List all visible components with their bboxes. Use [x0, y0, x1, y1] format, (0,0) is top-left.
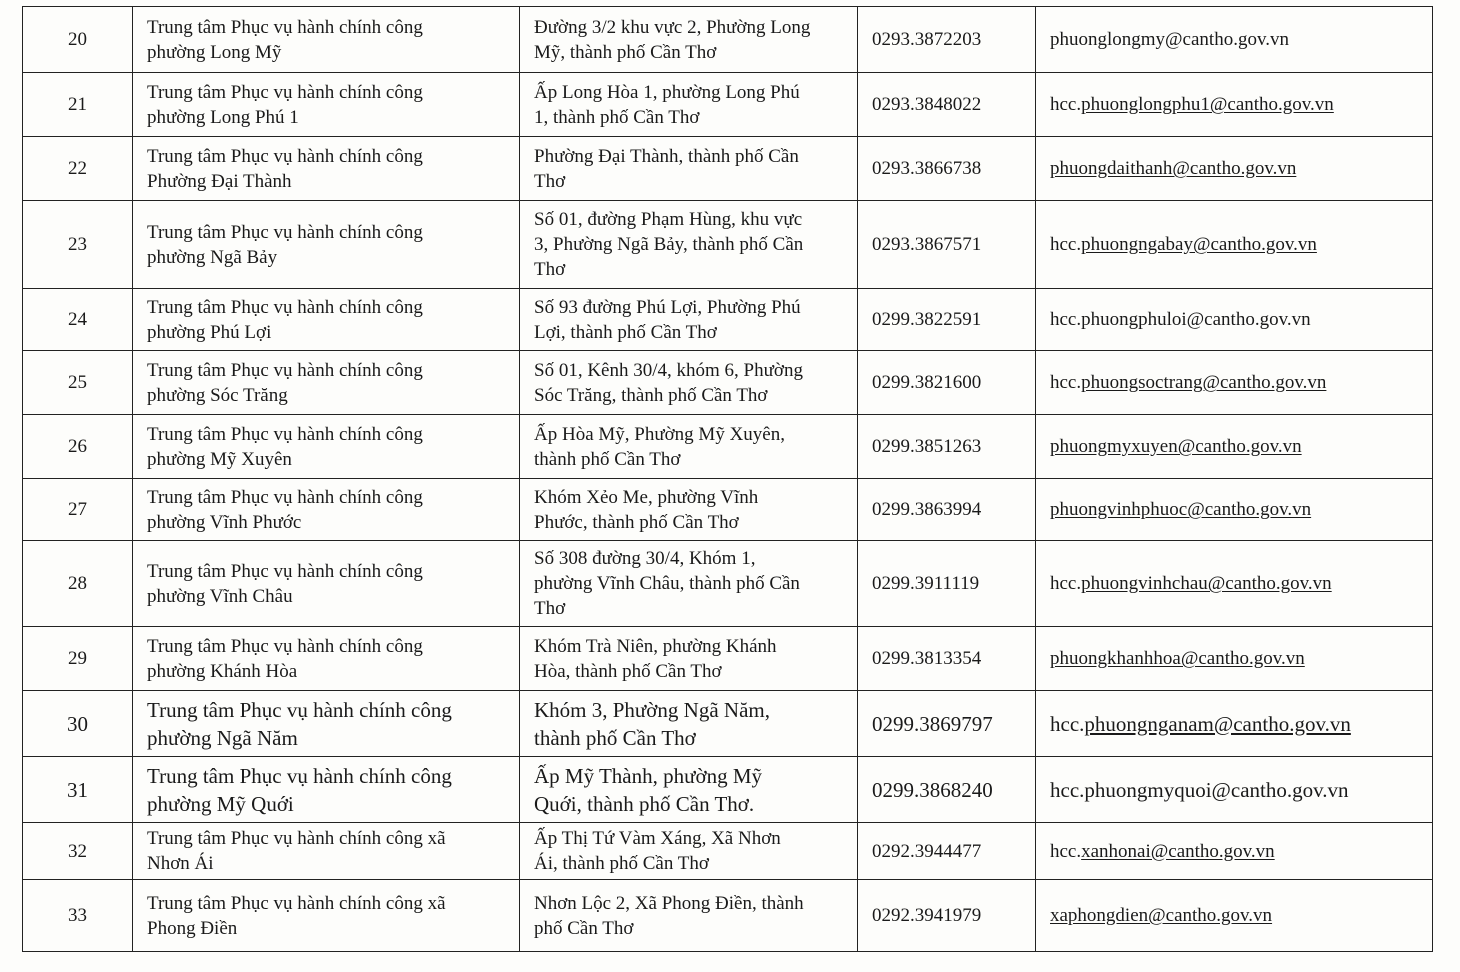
email-cell	[1036, 7, 1433, 73]
center-name-line: phường Phú Lợi	[147, 321, 272, 343]
center-name-cell	[133, 823, 520, 880]
address-line: Phước, thành phố Cần Thơ	[534, 511, 739, 533]
phone-number: 0293.3866738	[858, 137, 1036, 201]
center-name-cell	[133, 627, 520, 691]
address-line: Thơ	[534, 598, 566, 619]
address-line: Ấp Long Hòa 1, phường Long Phú	[534, 81, 800, 103]
center-name-line: phường Sóc Trăng	[147, 384, 288, 406]
email-link[interactable]: phuongkhanhhoa@cantho.gov.vn	[1050, 648, 1305, 669]
center-name-line: phường Ngã Bảy	[147, 246, 278, 268]
center-name-line: Phong Điền	[147, 917, 238, 939]
table-row	[23, 289, 1433, 351]
address-line: Nhơn Lộc 2, Xã Phong Điền, thành	[534, 892, 804, 914]
table-row	[23, 201, 1433, 289]
phone-number: 0299.3911119	[858, 541, 1036, 627]
email-cell	[1036, 823, 1433, 880]
center-name-cell	[133, 415, 520, 479]
address-line: Số 01, Kênh 30/4, khóm 6, Phường	[534, 359, 803, 381]
table-row	[23, 823, 1433, 880]
email-cell	[1036, 137, 1433, 201]
email-cell	[1036, 757, 1433, 823]
center-name-line: Trung tâm Phục vụ hành chính công	[147, 635, 423, 657]
row-number: 30	[23, 691, 133, 757]
address-cell	[520, 757, 858, 823]
phone-number: 0299.3868240	[858, 757, 1036, 823]
email-prefix: hcc.	[1050, 573, 1082, 594]
row-number: 28	[23, 541, 133, 627]
row-number: 20	[23, 7, 133, 73]
address-line: Sóc Trăng, thành phố Cần Thơ	[534, 384, 768, 406]
center-name-line: Nhơn Ái	[147, 853, 214, 874]
email-cell	[1036, 691, 1433, 757]
email-link[interactable]: phuongsoctrang@cantho.gov.vn	[1081, 372, 1327, 393]
center-name-cell	[133, 541, 520, 627]
center-name-line: Trung tâm Phục vụ hành chính công	[147, 81, 423, 103]
address-cell	[520, 7, 858, 73]
center-name-line: Trung tâm Phục vụ hành chính công	[147, 697, 452, 722]
email-prefix: hcc.	[1050, 94, 1082, 115]
address-cell	[520, 823, 858, 880]
address-cell	[520, 137, 858, 201]
phone-number: 0292.3944477	[858, 823, 1036, 880]
address-line: Số 93 đường Phú Lợi, Phường Phú	[534, 296, 801, 318]
email-cell	[1036, 627, 1433, 691]
email-link[interactable]: xanhonai@cantho.gov.vn	[1081, 840, 1275, 862]
row-number: 23	[23, 201, 133, 289]
center-name-line: phường Khánh Hòa	[147, 660, 298, 682]
row-number: 22	[23, 137, 133, 201]
address-line: Số 308 đường 30/4, Khóm 1,	[534, 548, 756, 569]
center-name-line: phường Vĩnh Phước	[147, 511, 302, 533]
center-name-line: Trung tâm Phục vụ hành chính công	[147, 221, 423, 243]
email-prefix: hcc.	[1050, 372, 1082, 393]
address-line: Khóm Trà Niên, phường Khánh	[534, 635, 777, 657]
address-line: 1, thành phố Cần Thơ	[534, 106, 700, 128]
service-center-table	[22, 6, 1433, 952]
center-name-line: Trung tâm Phục vụ hành chính công	[147, 423, 423, 445]
center-name-cell	[133, 73, 520, 137]
address-line: thành phố Cần Thơ	[534, 725, 696, 750]
center-name-cell	[133, 201, 520, 289]
address-line: Khóm Xẻo Me, phường Vĩnh	[534, 486, 759, 508]
address-cell	[520, 415, 858, 479]
address-line: Mỹ, thành phố Cần Thơ	[534, 41, 717, 63]
address-cell	[520, 201, 858, 289]
center-name-cell	[133, 289, 520, 351]
phone-number: 0299.3863994	[858, 479, 1036, 541]
row-number: 31	[23, 757, 133, 823]
row-number: 33	[23, 880, 133, 952]
row-number: 24	[23, 289, 133, 351]
email-link[interactable]: xaphongdien@cantho.gov.vn	[1050, 905, 1273, 926]
center-name-line: Trung tâm Phục vụ hành chính công	[147, 359, 423, 381]
center-name-line: phường Vĩnh Châu	[147, 585, 293, 607]
email-link[interactable]: phuongdaithanh@cantho.gov.vn	[1050, 158, 1297, 179]
email-cell	[1036, 289, 1433, 351]
address-line: phường Vĩnh Châu, thành phố Cần	[534, 573, 800, 594]
address-cell	[520, 541, 858, 627]
center-name-line: Trung tâm Phục vụ hành chính công	[147, 560, 423, 582]
center-name-line: Trung tâm Phục vụ hành chính công xã	[147, 892, 446, 914]
phone-number: 0292.3941979	[858, 880, 1036, 952]
address-line: Thơ	[534, 170, 566, 192]
address-line: Ấp Hòa Mỹ, Phường Mỹ Xuyên,	[534, 423, 785, 445]
address-line: Lợi, thành phố Cần Thơ	[534, 321, 717, 343]
address-line: Phường Đại Thành, thành phố Cần	[534, 145, 799, 167]
center-name-line: phường Ngã Năm	[147, 725, 298, 750]
center-name-line: Trung tâm Phục vụ hành chính công	[147, 486, 423, 508]
address-line: Đường 3/2 khu vực 2, Phường Long	[534, 16, 811, 38]
center-name-line: phường Long Mỹ	[147, 41, 282, 63]
table-row	[23, 415, 1433, 479]
center-name-cell	[133, 351, 520, 415]
address-cell	[520, 691, 858, 757]
address-line: Ấp Thị Tứ Vàm Xáng, Xã Nhơn	[534, 828, 781, 849]
table-row	[23, 479, 1433, 541]
row-number: 26	[23, 415, 133, 479]
row-number: 25	[23, 351, 133, 415]
email-prefix: hcc.	[1050, 711, 1085, 736]
address-cell	[520, 73, 858, 137]
address-line: Ái, thành phố Cần Thơ	[534, 853, 709, 874]
center-name-cell	[133, 479, 520, 541]
table-row	[23, 7, 1433, 73]
email-link[interactable]: phuongmyxuyen@cantho.gov.vn	[1050, 436, 1302, 457]
address-line: Khóm 3, Phường Ngã Năm,	[534, 697, 770, 722]
center-name-line: Phường Đại Thành	[147, 170, 292, 192]
address-line: Ấp Mỹ Thành, phường Mỹ	[534, 763, 763, 788]
phone-number: 0299.3851263	[858, 415, 1036, 479]
phone-number: 0293.3848022	[858, 73, 1036, 137]
table-row	[23, 757, 1433, 823]
email-cell	[1036, 541, 1433, 627]
center-name-line: Trung tâm Phục vụ hành chính công	[147, 763, 452, 788]
table-row	[23, 73, 1433, 137]
email-link[interactable]: hcc.phuongmyquoi@cantho.gov.vn	[1050, 777, 1349, 802]
center-name-cell	[133, 691, 520, 757]
table-row	[23, 351, 1433, 415]
center-name-line: phường Mỹ Xuyên	[147, 448, 292, 470]
address-line: thành phố Cần Thơ	[534, 448, 681, 470]
address-line: Quới, thành phố Cần Thơ.	[534, 791, 755, 816]
table-row	[23, 880, 1433, 952]
phone-number: 0299.3821600	[858, 351, 1036, 415]
table-row	[23, 541, 1433, 627]
center-name-line: Trung tâm Phục vụ hành chính công	[147, 145, 423, 167]
email-cell	[1036, 415, 1433, 479]
email-link[interactable]: phuonglongmy@cantho.gov.vn	[1050, 29, 1289, 50]
address-line: Số 01, đường Phạm Hùng, khu vực	[534, 209, 803, 230]
center-name-line: Trung tâm Phục vụ hành chính công	[147, 16, 423, 38]
address-cell	[520, 289, 858, 351]
center-name-line: phường Long Phú 1	[147, 106, 299, 128]
phone-number: 0299.3869797	[858, 691, 1036, 757]
row-number: 29	[23, 627, 133, 691]
email-cell	[1036, 880, 1433, 952]
center-name-cell	[133, 880, 520, 952]
email-cell	[1036, 201, 1433, 289]
email-cell	[1036, 479, 1433, 541]
address-cell	[520, 351, 858, 415]
email-prefix: hcc.	[1050, 840, 1082, 862]
phone-number: 0293.3867571	[858, 201, 1036, 289]
email-prefix: hcc.	[1050, 234, 1082, 255]
phone-number: 0299.3813354	[858, 627, 1036, 691]
row-number: 21	[23, 73, 133, 137]
phone-number: 0293.3872203	[858, 7, 1036, 73]
email-link[interactable]: phuongnganam@cantho.gov.vn	[1084, 711, 1351, 736]
email-link[interactable]: phuongvinhphuoc@cantho.gov.vn	[1050, 499, 1312, 520]
table-row	[23, 627, 1433, 691]
center-name-line: phường Mỹ Quới	[147, 791, 294, 816]
center-name-line: Trung tâm Phục vụ hành chính công xã	[147, 828, 446, 849]
row-number: 27	[23, 479, 133, 541]
center-name-cell	[133, 137, 520, 201]
address-cell	[520, 479, 858, 541]
row-number: 32	[23, 823, 133, 880]
address-line: Thơ	[534, 259, 566, 280]
email-link[interactable]: hcc.phuongphuloi@cantho.gov.vn	[1050, 309, 1311, 330]
address-cell	[520, 880, 858, 952]
email-link[interactable]: phuongvinhchau@cantho.gov.vn	[1081, 573, 1332, 594]
address-cell	[520, 627, 858, 691]
table-row	[23, 137, 1433, 201]
table-body	[23, 7, 1433, 952]
address-line: 3, Phường Ngã Bảy, thành phố Cần	[534, 234, 804, 255]
email-cell	[1036, 351, 1433, 415]
email-link[interactable]: phuongngabay@cantho.gov.vn	[1081, 234, 1317, 255]
center-name-line: Trung tâm Phục vụ hành chính công	[147, 296, 423, 318]
address-line: Hòa, thành phố Cần Thơ	[534, 660, 722, 682]
email-link[interactable]: phuonglongphu1@cantho.gov.vn	[1081, 94, 1334, 115]
center-name-cell	[133, 757, 520, 823]
table-row	[23, 691, 1433, 757]
address-line: phố Cần Thơ	[534, 917, 634, 939]
email-cell	[1036, 73, 1433, 137]
center-name-cell	[133, 7, 520, 73]
phone-number: 0299.3822591	[858, 289, 1036, 351]
